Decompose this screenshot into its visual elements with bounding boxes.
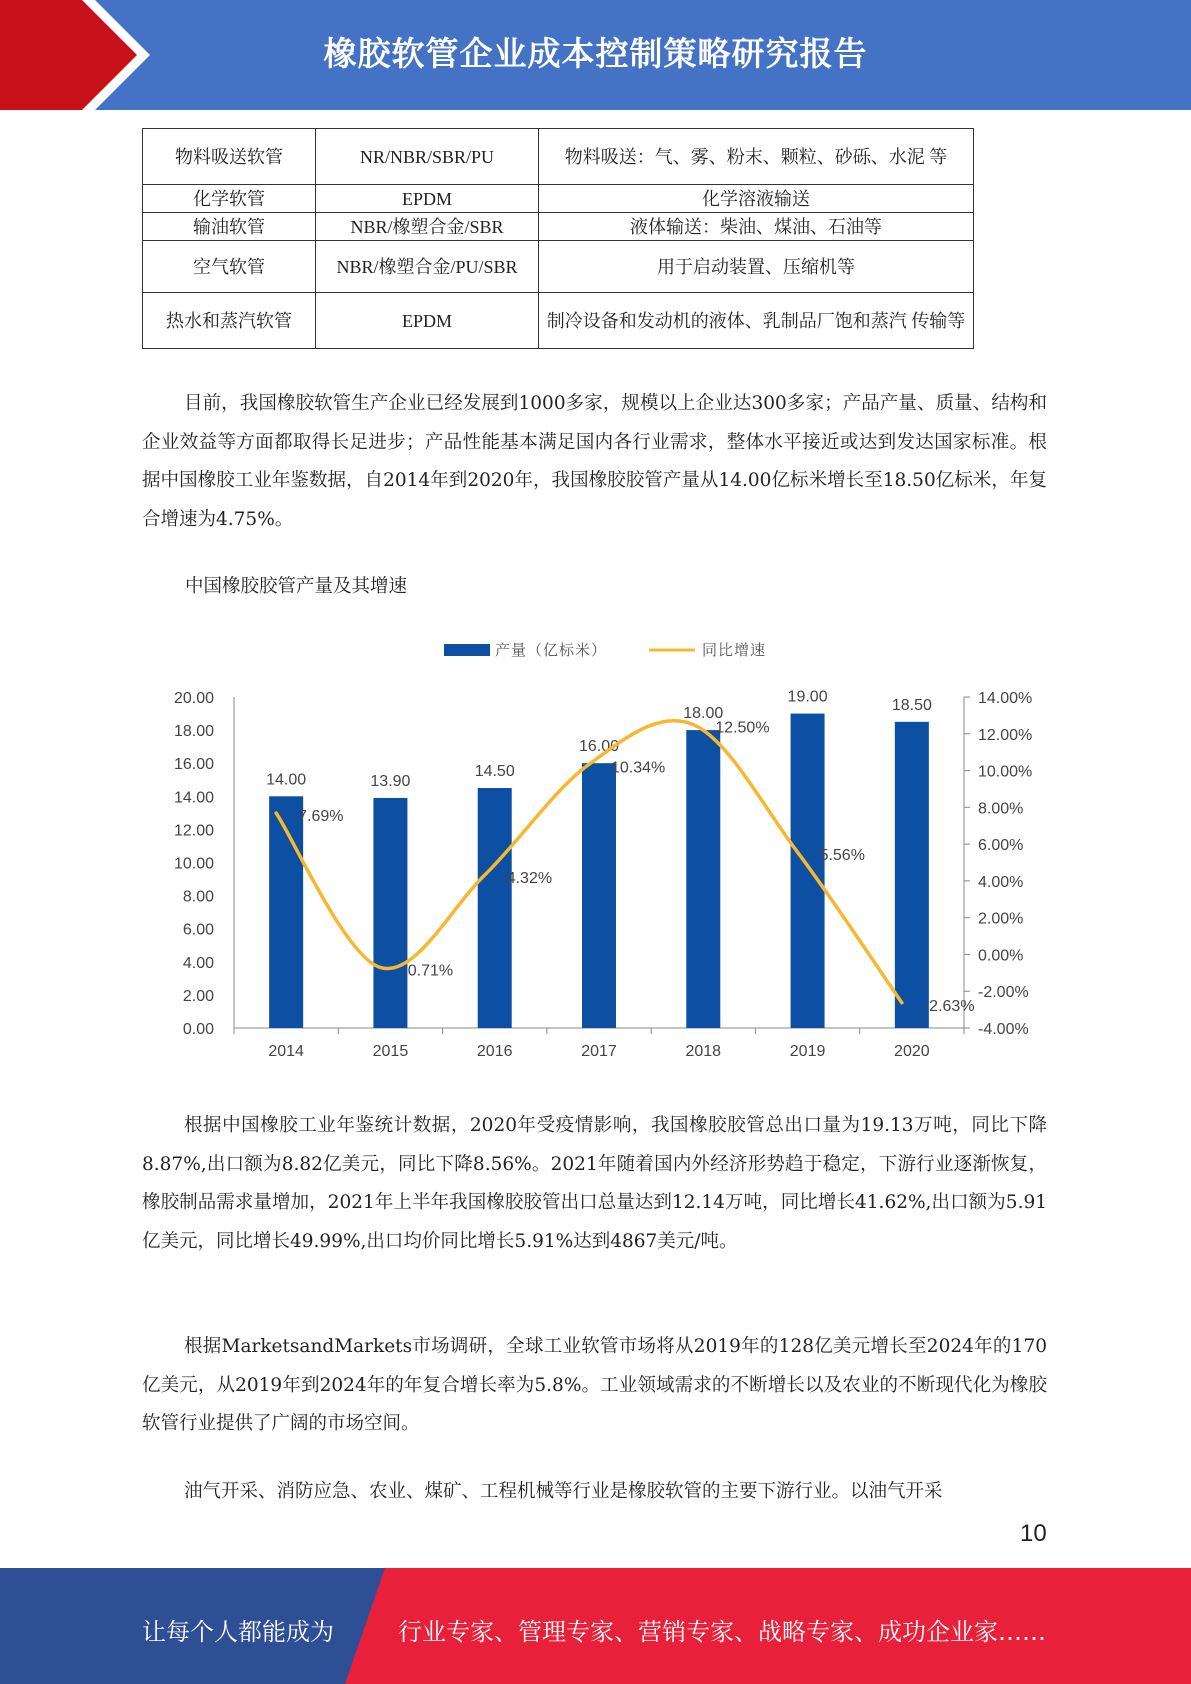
hose-spec-table	[142, 128, 974, 349]
page-header	[0, 0, 1191, 110]
table-row	[143, 129, 974, 185]
left-tick-label: 4.00	[182, 954, 214, 972]
legend-swatch-bar	[444, 644, 490, 656]
table-cell: 空气软管	[143, 241, 316, 293]
table-cell: 液体输送：柴油、煤油、石油等	[539, 213, 974, 241]
right-tick-label: 6.00%	[978, 837, 1024, 855]
line-data-label: 10.34%	[611, 759, 666, 777]
footer-slogan-right: 行业专家、管理专家、营销专家、战略专家、成功企业家……	[398, 1618, 1046, 1646]
left-tick-label: 14.00	[173, 789, 214, 807]
paragraph: 目前，我国橡胶软管生产企业已经发展到1000多家，规模以上企业达300多家；产品产量、质量、结构和企业效益等方面都取得长足进步；产品性能基本满足国内各行业需求，整体水平接近或达到发达国家标准。根据中国橡胶工业年鉴数据，自2014年到2020年，我国橡胶胶管产量从14.00亿标米增长至18.50亿标米，年复合增速为4.75%。	[142, 393, 1047, 530]
bar	[582, 763, 616, 1028]
legend-label-line: 同比增速	[702, 642, 767, 659]
bar	[791, 714, 825, 1028]
right-tick-label: 14.00%	[978, 690, 1033, 707]
bar-data-label: 18.50	[891, 696, 932, 714]
table-cell: 物料吸送软管	[143, 129, 316, 185]
table-cell: NR/NBR/SBR/PU	[316, 129, 539, 185]
left-tick-label: 10.00	[173, 855, 214, 873]
paragraph: 根据MarketsandMarkets市场调研，全球工业软管市场将从2019年的128亿美元增长至2024年的170亿美元，从2019年到2024年的年复合增长率为5.8%。工业领域需求的不断增长以及农业的不断现代化为橡胶软管行业提供了广阔的市场空间。	[142, 1336, 1047, 1434]
report-title: 橡胶软管企业成本控制策略研究报告	[323, 34, 868, 73]
line-data-label: -0.71%	[402, 962, 454, 980]
table-cell: 用于启动装置、压缩机等	[539, 241, 974, 293]
table-cell: NBR/橡塑合金/SBR	[316, 213, 539, 241]
page-footer	[0, 1568, 1191, 1684]
table-row	[143, 185, 974, 213]
table-cell: EPDM	[316, 293, 539, 349]
table-cell: 物料吸送：气、雾、粉末、颗粒、砂砾、水泥 等	[539, 129, 974, 185]
x-tick-label: 2019	[789, 1043, 826, 1060]
bar-data-label: 14.00	[266, 771, 307, 789]
x-tick-label: 2020	[894, 1043, 930, 1060]
bar	[373, 798, 407, 1028]
left-tick-label: 18.00	[173, 723, 214, 741]
right-tick-label: 10.00%	[978, 763, 1033, 781]
table-cell: 热水和蒸汽软管	[143, 293, 316, 349]
table-cell: 制冷设备和发动机的液体、乳制品厂饱和蒸汽 传输等	[539, 293, 974, 349]
right-tick-label: 4.00%	[978, 873, 1024, 891]
right-tick-label: -2.00%	[978, 984, 1029, 1002]
left-tick-label: 20.00	[173, 690, 214, 707]
line-data-label: -2.63%	[923, 997, 975, 1015]
x-tick-label: 2018	[685, 1043, 722, 1060]
left-tick-label: 8.00	[182, 888, 214, 906]
left-tick-label: 2.00	[182, 987, 214, 1005]
right-tick-label: 0.00%	[978, 947, 1024, 965]
bar-data-label: 19.00	[787, 688, 828, 706]
right-tick-label: -4.00%	[978, 1021, 1029, 1038]
left-tick-label: 16.00	[173, 756, 214, 774]
right-tick-label: 2.00%	[978, 910, 1024, 928]
page-number: 10	[1020, 1520, 1047, 1547]
table-cell: 化学软管	[143, 185, 316, 213]
legend-label-bar: 产量（亿标米）	[495, 642, 608, 659]
x-tick-label: 2016	[476, 1043, 513, 1060]
production-chart	[142, 630, 1062, 1070]
paragraph: 油气开采、消防应急、农业、煤矿、工程机械等行业是橡胶软管的主要下游行业。以油气开采	[184, 1481, 943, 1502]
line-data-label: 4.32%	[506, 870, 553, 888]
paragraph: 根据中国橡胶工业年鉴统计数据，2020年受疫情影响，我国橡胶胶管总出口量为19.13万吨，同比下降8.87%,出口额为8.82亿美元，同比下降8.56%。2021年随着国内外经济形势趋于稳定，下游行业逐渐恢复，橡胶制品需求量增加，2021年上半年我国橡胶胶管出口总量达到12.14万吨，同比增长41.62%,出口额为5.91亿美元，同比增长49.99%,出口均价同比增长5.91%达到4867美元/吨。	[142, 1115, 1047, 1252]
table-row	[143, 293, 974, 349]
x-tick-label: 2014	[268, 1043, 304, 1060]
x-tick-label: 2015	[372, 1043, 409, 1060]
bar-data-label: 14.50	[474, 763, 515, 781]
chart-legend	[444, 641, 766, 659]
table-cell: NBR/橡塑合金/PU/SBR	[316, 241, 539, 293]
right-tick-label: 12.00%	[978, 726, 1033, 744]
bar	[686, 730, 720, 1028]
table-row	[143, 213, 974, 241]
footer-slogan-left: 让每个人都能成为	[142, 1618, 334, 1646]
bar-data-label: 16.00	[578, 738, 620, 756]
table-row	[143, 241, 974, 293]
table-cell: 输油软管	[143, 213, 316, 241]
line-data-label: 7.69%	[298, 808, 344, 826]
left-tick-label: 0.00	[182, 1021, 214, 1038]
bar	[478, 788, 512, 1028]
left-tick-label: 6.00	[182, 921, 214, 939]
chart-caption: 中国橡胶胶管产量及其增速	[185, 576, 408, 597]
bar	[895, 722, 929, 1028]
x-tick-label: 2017	[581, 1043, 617, 1060]
left-tick-label: 12.00	[173, 822, 214, 840]
table-cell: 化学溶液输送	[539, 185, 974, 213]
line-data-label: 12.50%	[715, 719, 770, 737]
bar-data-label: 13.90	[370, 772, 411, 790]
right-tick-label: 8.00%	[978, 800, 1024, 818]
bar-data-label: 18.00	[683, 705, 724, 723]
table-cell: EPDM	[316, 185, 539, 213]
line-data-label: 5.56%	[819, 847, 865, 865]
